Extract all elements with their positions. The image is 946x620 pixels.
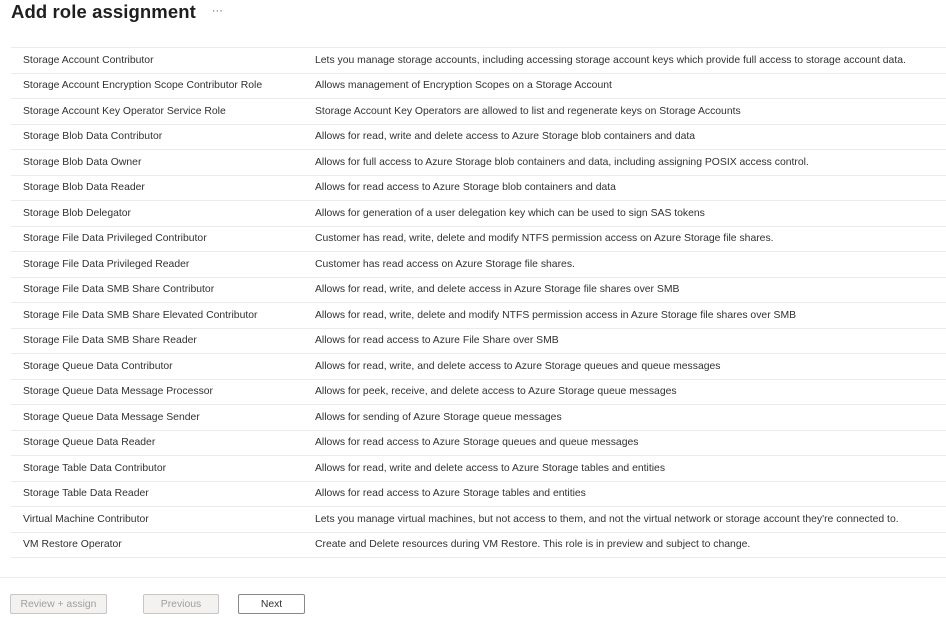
role-name: Storage File Data Privileged Contributor bbox=[23, 233, 207, 245]
footer-bar bbox=[0, 577, 946, 620]
table-row[interactable] bbox=[11, 507, 946, 533]
table-row[interactable] bbox=[11, 201, 946, 227]
role-name: Storage Queue Data Message Sender bbox=[23, 411, 200, 423]
role-description: Allows for peek, receive, and delete access to Azure Storage queue messages bbox=[315, 386, 677, 398]
table-row[interactable] bbox=[11, 380, 946, 406]
table-row[interactable] bbox=[11, 354, 946, 380]
role-name: Storage Table Data Contributor bbox=[23, 462, 167, 474]
role-name: Storage Queue Data Message Processor bbox=[23, 386, 214, 398]
role-description: Allows for generation of a user delegation key which can be used to sign SAS tokens bbox=[315, 207, 705, 219]
table-row[interactable] bbox=[11, 150, 946, 176]
role-description: Allows for read access to Azure Storage queues and queue messages bbox=[315, 437, 639, 449]
more-options-icon[interactable]: ··· bbox=[211, 5, 223, 17]
table-row[interactable] bbox=[11, 431, 946, 457]
role-description: Allows for read access to Azure Storage blob containers and data bbox=[315, 182, 616, 194]
role-name: Storage Queue Data Contributor bbox=[23, 360, 173, 372]
role-name: Storage Blob Data Owner bbox=[23, 156, 142, 168]
table-row[interactable] bbox=[11, 405, 946, 431]
table-row[interactable] bbox=[11, 329, 946, 355]
page-header bbox=[11, 0, 223, 24]
role-description: Allows for read, write and delete access to Azure Storage tables and entities bbox=[315, 462, 666, 474]
role-description: Customer has read, write, delete and modify NTFS permission access on Azure Storage file shares. bbox=[315, 233, 774, 245]
role-description: Customer has read access on Azure Storage file shares. bbox=[315, 258, 575, 270]
table-row[interactable] bbox=[11, 456, 946, 482]
role-description: Allows for read, write, and delete access in Azure Storage file shares over SMB bbox=[315, 284, 680, 296]
role-name: Storage Table Data Reader bbox=[23, 488, 149, 500]
role-name: Storage Blob Delegator bbox=[23, 207, 132, 219]
role-description: Allows for read, write, delete and modify NTFS permission access in Azure Storage file shares over SMB bbox=[315, 309, 797, 321]
role-table bbox=[11, 47, 946, 558]
role-description: Lets you manage virtual machines, but not access to them, and not the virtual network or storage account they're connected to. bbox=[315, 513, 899, 525]
role-description: Storage Account Key Operators are allowed to list and regenerate keys on Storage Accounts bbox=[315, 105, 741, 117]
role-name: Storage File Data SMB Share Reader bbox=[23, 335, 197, 347]
next-button[interactable]: Next bbox=[238, 594, 305, 614]
table-row[interactable] bbox=[11, 303, 946, 329]
role-description: Allows for read, write, and delete access to Azure Storage queues and queue messages bbox=[315, 360, 721, 372]
role-name: Virtual Machine Contributor bbox=[23, 513, 149, 525]
previous-button[interactable]: Previous bbox=[143, 594, 219, 614]
role-name: Storage Account Contributor bbox=[23, 54, 154, 66]
role-description: Lets you manage storage accounts, including accessing storage account keys which provide full access to storage account data. bbox=[315, 54, 906, 66]
role-name: Storage Blob Data Contributor bbox=[23, 131, 163, 143]
table-row[interactable] bbox=[11, 125, 946, 151]
role-description: Allows for full access to Azure Storage blob containers and data, including assigning POSIX access control. bbox=[315, 156, 809, 168]
role-description: Allows management of Encryption Scopes on a Storage Account bbox=[315, 80, 612, 92]
table-row[interactable] bbox=[11, 533, 946, 559]
table-row[interactable] bbox=[11, 176, 946, 202]
table-row[interactable] bbox=[11, 74, 946, 100]
table-row[interactable] bbox=[11, 252, 946, 278]
role-description: Create and Delete resources during VM Restore. This role is in preview and subject to change. bbox=[315, 539, 751, 551]
role-name: VM Restore Operator bbox=[23, 539, 122, 551]
role-name: Storage Blob Data Reader bbox=[23, 182, 145, 194]
role-description: Allows for read access to Azure File Share over SMB bbox=[315, 335, 559, 347]
role-name: Storage Queue Data Reader bbox=[23, 437, 156, 449]
role-name: Storage File Data SMB Share Contributor bbox=[23, 284, 215, 296]
role-name: Storage File Data SMB Share Elevated Contributor bbox=[23, 309, 258, 321]
table-row[interactable] bbox=[11, 278, 946, 304]
page-title: Add role assignment bbox=[11, 1, 196, 22]
table-row[interactable] bbox=[11, 99, 946, 125]
review-assign-button[interactable]: Review + assign bbox=[10, 594, 107, 614]
role-description: Allows for read, write and delete access to Azure Storage blob containers and data bbox=[315, 131, 696, 143]
role-description: Allows for read access to Azure Storage tables and entities bbox=[315, 488, 586, 500]
role-description: Allows for sending of Azure Storage queue messages bbox=[315, 411, 562, 423]
role-name: Storage Account Encryption Scope Contributor Role bbox=[23, 80, 263, 92]
table-row[interactable] bbox=[11, 48, 946, 74]
table-row[interactable] bbox=[11, 227, 946, 253]
role-name: Storage File Data Privileged Reader bbox=[23, 258, 190, 270]
role-name: Storage Account Key Operator Service Role bbox=[23, 105, 226, 117]
table-row[interactable] bbox=[11, 482, 946, 508]
